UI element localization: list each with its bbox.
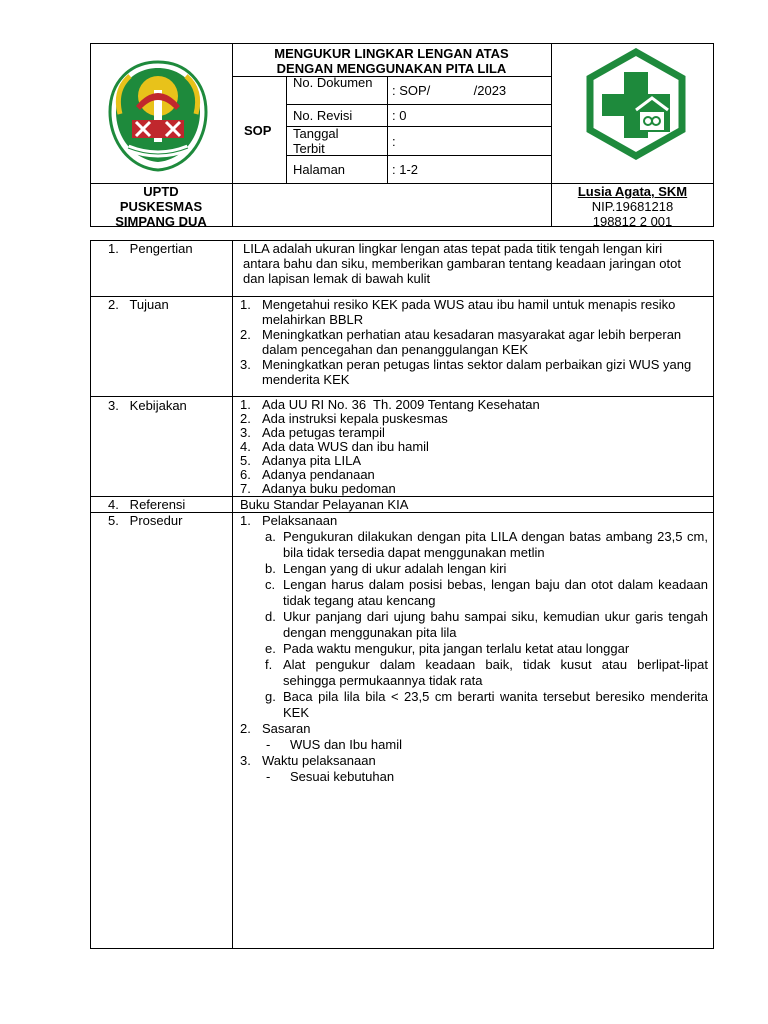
- step-text: Lengan yang di ukur adalah lengan kiri: [283, 561, 507, 576]
- step-letter: e.: [265, 641, 276, 656]
- list-number: 1.: [240, 513, 251, 528]
- list-text: Meningkatkan perhatian atau kesadaran masyarakat agar lebih berperan dalam pencegahan dan penanggulangan KEK: [262, 327, 682, 357]
- unit-line: PUSKESMAS: [119, 199, 203, 214]
- header-divider: [286, 104, 551, 105]
- meta-label-revisi: No. Revisi: [293, 108, 353, 123]
- sub-text: Sesuai kebutuhan: [290, 769, 395, 784]
- step-letter: b.: [265, 561, 276, 576]
- title-line: DENGAN MENGGUNAKAN PITA LILA: [276, 61, 507, 76]
- step-letter: a.: [265, 529, 276, 544]
- list-number: 3.: [240, 425, 251, 440]
- puskesmas-cross-logo-icon: [584, 48, 688, 160]
- unit-name: [90, 184, 232, 229]
- row-label-referensi: 4. Referensi: [108, 497, 186, 512]
- signer-nip: NIP.19681218: [591, 199, 674, 214]
- list-number: 1.: [240, 297, 251, 312]
- signer-block: [551, 184, 714, 229]
- step-item: [265, 657, 708, 689]
- sub-text: WUS dan Ibu hamil: [290, 737, 402, 752]
- meta-label-tanggal: Tanggal Terbit: [293, 126, 339, 156]
- list-number: 1.: [240, 397, 251, 412]
- list-item: [240, 753, 708, 769]
- referensi-text: Buku Standar Pelayanan KIA: [240, 497, 409, 512]
- step-item: [265, 529, 708, 561]
- meta-label-doc: No. Dokumen: [293, 75, 373, 90]
- list-number: 3.: [240, 357, 251, 372]
- list-number: 2.: [240, 327, 251, 342]
- unit-line: UPTD: [143, 184, 179, 199]
- prosedur-block: [240, 513, 708, 785]
- list-item: [240, 454, 700, 468]
- list-item: [240, 297, 700, 327]
- list-number: 2.: [240, 411, 251, 426]
- sub-item: [240, 769, 708, 785]
- step-text: Alat pengukur dalam keadaan baik, tidak kusut atau berlipat-lipat sehingga permukaannya tidak rata: [283, 657, 708, 688]
- sop-label: SOP: [244, 123, 272, 138]
- list-item: [240, 327, 700, 357]
- header-divider: [387, 76, 388, 183]
- step-text: Pada waktu mengukur, pita jangan terlalu ketat atau longgar: [283, 641, 630, 656]
- list-text: Mengetahui resiko KEK pada WUS atau ibu hamil untuk menapis resiko melahirkan BBLR: [262, 297, 676, 327]
- sub-item: [240, 737, 708, 753]
- list-item: [240, 398, 700, 412]
- list-text: Ada instruksi kepala puskesmas: [262, 411, 448, 426]
- regency-coat-of-arms-icon: [106, 60, 210, 172]
- list-number: 4.: [240, 439, 251, 454]
- row-label-pengertian: 1. Pengertian: [108, 241, 193, 256]
- header-divider: [286, 76, 287, 183]
- title-line: MENGUKUR LINGKAR LENGAN ATAS: [274, 46, 509, 61]
- list-text: Ada data WUS dan ibu hamil: [262, 439, 429, 454]
- list-text: Adanya pendanaan: [262, 467, 375, 482]
- row-label-kebijakan: 3. Kebijakan: [108, 398, 187, 413]
- list-text: Ada petugas terampil: [262, 425, 385, 440]
- dash: -: [266, 769, 271, 784]
- step-item: [265, 641, 708, 657]
- signer-name: Lusia Agata, SKM: [577, 184, 688, 199]
- step-item: [265, 561, 708, 577]
- step-text: Lengan harus dalam posisi bebas, lengan baju dan otot dalam keadaan tidak tegang atau kencang: [283, 577, 708, 608]
- list-number: 5.: [240, 453, 251, 468]
- list-item: [240, 721, 708, 737]
- list-text: Adanya buku pedoman: [262, 481, 396, 496]
- list-text: Pelaksanaan: [262, 513, 338, 528]
- step-letter: d.: [265, 609, 276, 624]
- meta-value-doc: : SOP/ /2023: [392, 83, 507, 98]
- signer-nip: 198812 2 001: [592, 214, 673, 229]
- unit-line: SIMPANG DUA: [115, 214, 207, 229]
- list-number: 7.: [240, 481, 251, 496]
- list-text: Adanya pita LILA: [262, 453, 362, 468]
- meta-value-halaman: : 1-2: [392, 162, 419, 177]
- row-label-tujuan: 2. Tujuan: [108, 297, 169, 312]
- list-item: [240, 426, 700, 440]
- list-item: [240, 412, 700, 426]
- list-number: 2.: [240, 721, 251, 736]
- table-divider: [232, 240, 233, 949]
- step-item: [265, 577, 708, 609]
- tujuan-list: [240, 297, 700, 387]
- step-item: [265, 689, 708, 721]
- header-divider: [232, 76, 551, 77]
- meta-label-halaman: Halaman: [293, 162, 346, 177]
- step-text: Baca pila lila bila < 23,5 cm berarti wanita tersebut beresiko menderita KEK: [283, 689, 708, 720]
- list-item: [240, 440, 700, 454]
- list-text: Meningkatkan peran petugas lintas sektor dalam perbaikan gizi WUS yang menderita KEK: [262, 357, 692, 387]
- meta-value-tanggal: :: [392, 134, 396, 149]
- list-number: 6.: [240, 467, 251, 482]
- step-letter: c.: [265, 577, 276, 592]
- step-letter: g.: [265, 689, 276, 704]
- list-text: Sasaran: [262, 721, 311, 736]
- row-label-prosedur: 5. Prosedur: [108, 513, 183, 528]
- step-letter: f.: [265, 657, 273, 672]
- kebijakan-list: [240, 398, 700, 496]
- list-item: [240, 357, 700, 387]
- list-item: [240, 468, 700, 482]
- steps-list: [240, 529, 708, 721]
- step-text: Pengukuran dilakukan dengan pita LILA dengan batas ambang 23,5 cm, bila tidak tersedia dapat menggunakan metlin: [283, 529, 708, 560]
- document-title: [232, 46, 551, 76]
- list-text: Waktu pelaksanaan: [262, 753, 376, 768]
- list-item: [240, 513, 708, 529]
- step-item: [265, 609, 708, 641]
- pengertian-text: LILA adalah ukuran lingkar lengan atas tepat pada titik tengah lengan kiri antara bahu dan siku, memberikan gambaran tentang keadaan jaringan otot dan lapisan lemak di bawah kulit: [243, 241, 681, 286]
- list-item: [240, 482, 700, 496]
- list-text: Ada UU RI No. 36 Th. 2009 Tentang Kesehatan: [262, 397, 540, 412]
- list-number: 3.: [240, 753, 251, 768]
- step-text: Ukur panjang dari ujung bahu sampai siku, kemudian ukur garis tengah dengan menggunakan pita lila: [283, 609, 708, 640]
- dash: -: [266, 737, 271, 752]
- meta-value-revisi: : 0: [392, 108, 407, 123]
